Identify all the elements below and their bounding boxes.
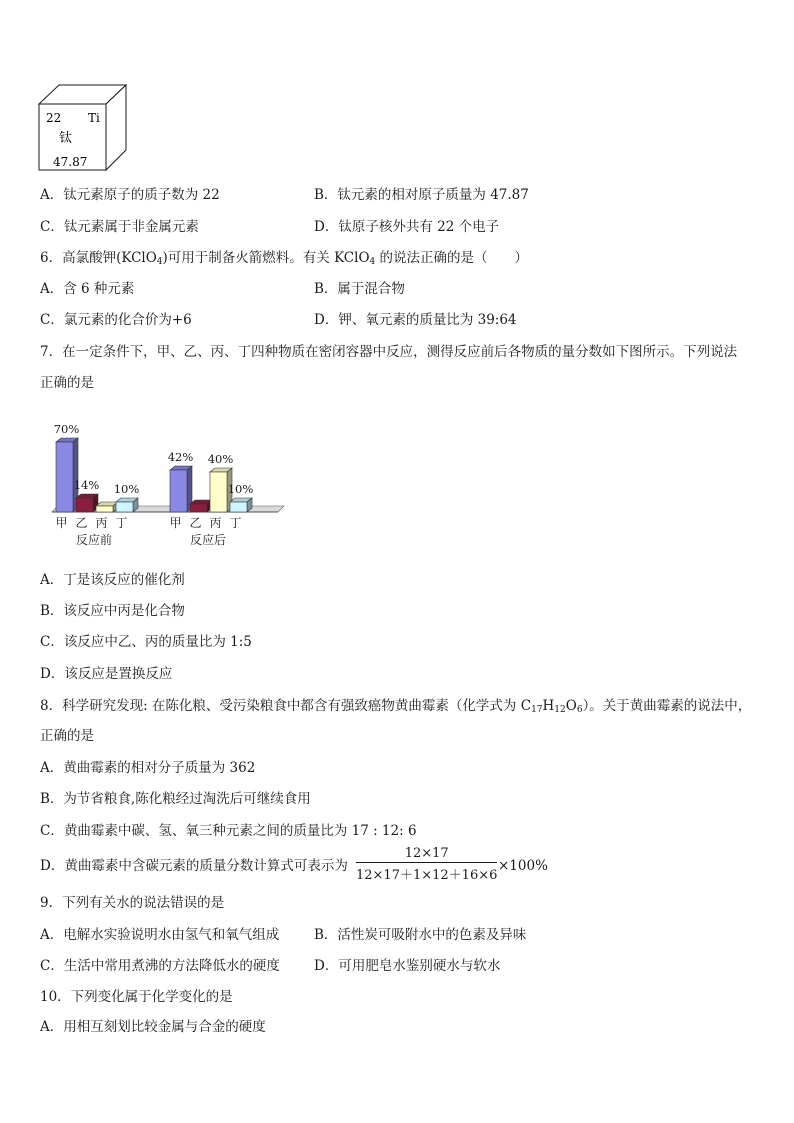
q8-option-d[interactable]: D．黄曲霉素中含碳元素的质量分数计算式可表示为 — [40, 858, 348, 874]
category-label-0-0: 甲 — [55, 516, 68, 530]
category-label-0-2: 丙 — [95, 516, 108, 530]
element-cube-figure — [36, 82, 136, 174]
q8-fraction — [356, 846, 497, 883]
q10-stem: 10．下列变化属于化学变化的是 — [40, 989, 233, 1005]
bar-0-2 — [96, 506, 113, 512]
fraction-numerator: 12×17 — [356, 846, 497, 863]
bar-label-0-1: 14% — [73, 478, 100, 492]
q8-option-c[interactable]: C．黄曲霉素中碳、氢、氧三种元素之间的质量比为 17 : 12: 6 — [40, 823, 417, 839]
element-symbol: Ti — [88, 111, 100, 125]
q5-option-c[interactable]: C．钛元素属于非金属元素 — [40, 219, 199, 235]
category-label-0-3: 丁 — [115, 516, 128, 530]
element-name: 钛 — [59, 131, 73, 146]
element-number: 22 — [46, 111, 62, 125]
q7-stem-line1: 7．在一定条件下，甲、乙、丙、丁四种物质在密闭容器中反应，测得反应前后各物质的量分数如下图所示。下列说法 — [40, 344, 738, 360]
bar-chart — [36, 408, 286, 558]
q8-fraction-suffix: ×100% — [498, 858, 548, 874]
bar-label-0-3: 10% — [113, 482, 140, 496]
group-label-0: 反应前 — [75, 533, 113, 547]
q5-option-b[interactable]: B．钛元素的相对原子质量为 47.87 — [314, 187, 529, 203]
category-label-1-3: 丁 — [229, 516, 242, 530]
bar-1-2 — [210, 472, 227, 512]
q6-stem: 6．高氯酸钾(KClO$_4$)可用于制备火箭燃料。有关 KClO$_4$ 的说法正确的是（ ） — [40, 250, 529, 267]
bar-label-1-3: 10% — [227, 482, 254, 496]
bar-0-3 — [116, 502, 133, 512]
q7-option-c[interactable]: C．该反应中乙、丙的质量比为 1:5 — [40, 634, 252, 650]
q5-option-a[interactable]: A．钛元素原子的质子数为 22 — [40, 187, 220, 203]
bar-0-0 — [56, 442, 73, 512]
q7-option-d[interactable]: D．该反应是置换反应 — [40, 666, 173, 682]
q9-option-c[interactable]: C．生活中常用煮沸的方法降低水的硬度 — [40, 958, 280, 974]
category-label-0-1: 乙 — [75, 516, 88, 530]
q5-option-d[interactable]: D．钛原子核外共有 22 个电子 — [314, 219, 500, 235]
element-mass: 47.87 — [53, 155, 88, 169]
bar-label-1-2: 40% — [207, 452, 234, 466]
q8-stem-line2: 正确的是 — [40, 728, 94, 744]
bar-0-1 — [76, 498, 93, 512]
category-label-1-2: 丙 — [209, 516, 222, 530]
q6-option-c[interactable]: C．氯元素的化合价为+6 — [40, 312, 192, 328]
q9-stem: 9．下列有关水的说法错误的是 — [40, 895, 225, 911]
q6-option-a[interactable]: A．含 6 种元素 — [40, 281, 135, 297]
q7-option-b[interactable]: B．该反应中丙是化合物 — [40, 603, 185, 619]
q8-stem-line1: 8．科学研究发现: 在陈化粮、受污染粮食中都含有强致癌物黄曲霉素（化学式为 $C_{17}H_{12}O_6$）。关于黄曲霉素的说法中， — [40, 698, 752, 715]
category-label-1-0: 甲 — [169, 516, 182, 530]
q7-stem-line2: 正确的是 — [40, 375, 94, 391]
q9-option-d[interactable]: D．可用肥皂水鉴别硬水与软水 — [314, 958, 501, 974]
q7-option-a[interactable]: A．丁是该反应的催化剂 — [40, 572, 185, 588]
bar-label-1-0: 42% — [167, 450, 194, 464]
q8-option-b[interactable]: B．为节省粮食,陈化粮经过淘洗后可继续食用 — [40, 791, 311, 807]
q6-option-b[interactable]: B．属于混合物 — [314, 281, 405, 297]
bar-1-3 — [230, 502, 247, 512]
bar-1-1 — [190, 504, 207, 512]
category-label-1-1: 乙 — [189, 516, 202, 530]
bar-1-0 — [170, 470, 187, 512]
q9-option-b[interactable]: B．活性炭可吸附水中的色素及异味 — [314, 927, 527, 943]
group-label-1: 反应后 — [189, 533, 227, 547]
q6-option-d[interactable]: D．钾、氧元素的质量比为 39:64 — [314, 312, 517, 328]
q8-option-a[interactable]: A．黄曲霉素的相对分子质量为 362 — [40, 760, 256, 776]
bar-label-0-0: 70% — [53, 422, 80, 436]
q10-option-a[interactable]: A．用相互刻划比较金属与合金的硬度 — [40, 1019, 266, 1035]
fraction-denominator: 12×17＋1×12＋16×6 — [356, 868, 498, 883]
q9-option-a[interactable]: A．电解水实验说明水由氢气和氧气组成 — [40, 927, 280, 943]
